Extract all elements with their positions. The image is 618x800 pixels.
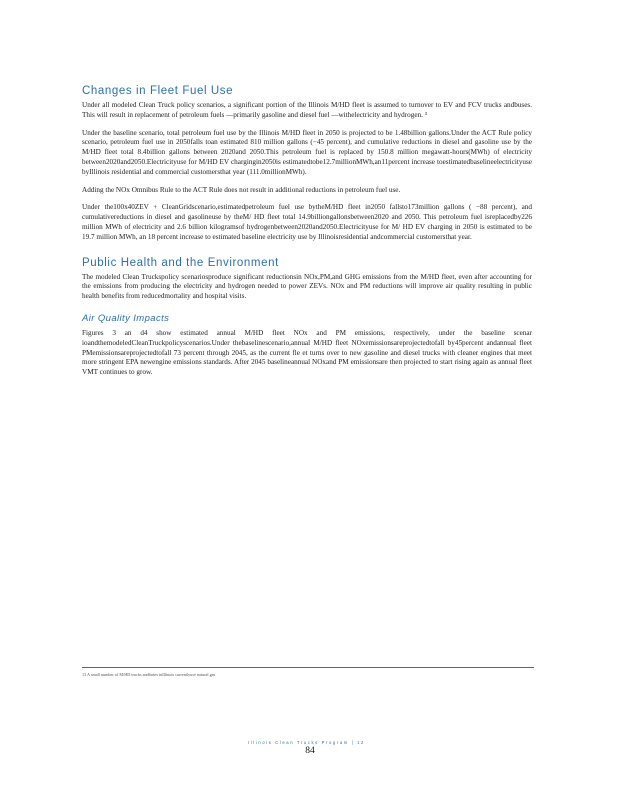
page-number: 84	[305, 746, 315, 756]
paragraph-nox-omnibus: Adding the NOx Omnibus Rule to the ACT Rule does not result in additional reductions in petroleum fuel use.	[82, 185, 401, 194]
paragraph-fleet-turnover: Under all modeled Clean Truck policy scenarios, a significant portion of the Illinois M/HD fleet is assumed to turnover to EV and FCV trucks andbuses. This will result in replacement of petroleum fuels —primarily gasoline and diesel fuel —withelectricity and hydrogen. ³	[82, 101, 532, 119]
section-heading-fleet-fuel-use: Changes in Fleet Fuel Use	[82, 85, 234, 97]
paragraph-baseline-scenario: Under the baseline scenario, total petroleum fuel use by the Illinois M/HD fleet in 2050 is projected to be 1.48billion gallons.Under the ACT Rule policy scenario, petroleum fuel use in 2050falls toan estimated 810 million gallons (−45 percent), and cumulative reductions in diesel and gasoline use by the M/HD fleet total 8.4billion gallons between 2020and 2050.This petroleum fuel is replaced by 150.8 million megawatt-hours(MWh) of electricity between2020and2050.Electricityuse for M/HD EV chargingin2050is estimatedtobe12.7millionMWh,an11percent increase toestimatedbaselineelectricityuse byIllinois residential and commercial customersthat year (111.0millionMWh).	[82, 128, 532, 176]
paragraph-air-quality-figures: Figures 3 an d4 show estimated annual M/HD fleet NOx and PM emissions, respectively, under the baseline scenar ioandthemodeledCleanTruckpolicyscenarios.Under thebaselinescenario,annual M/HD fleet NOxemissionsareprojectedtofall by45percent andannual fleet PMemissionsareprojectedtofall 73 percent through 2045, as the current fle et turns over to new gasoline and diesel trucks with cleaner engines that meet more stringent EPA newengine emissions standards. After 2045 baselineannual NOxand PM emissionsare then projected to start rising again as annual fleet VMT continues to grow.	[82, 328, 532, 377]
paragraph-emission-reductions: The modeled Clean Truckspolicy scenariosproduce significant reductionsin NOx,PM,and GHG emissions from the M/HD fleet, even after accounting for the emissions from producing the electricity and hydrogen needed to power ZEVs. NOx and PM reductions will improve air quality resulting in public health benefits from reducedmortality and hospital visits.	[82, 272, 532, 301]
section-heading-public-health: Public Health and the Environment	[82, 256, 279, 269]
running-footer: Illinois Clean Trucks Program | 12	[248, 740, 365, 745]
paragraph-100x40-scenario: Under the100x40ZEV + CleanGridscenario,estimatedpetroleum fuel use bytheM/HD fleet in2050 fallsto173million gallons ( −88 percent), and cumulativereductions in diesel and gasolineuse by theM/ HD fleet total 14.9billiongallonsbetween2020 and 2050. This petroleum fuel isreplacedby226 million MWh of electricity and 2.6 billion kilogramsof hydrogenbetween2020and2050.Electricityuse for M/ HD EV charging in 2050 is estimated to be 19.7 million MWh, an 18 percent increase to estimated baseline electricity use by Illinoisresidential andcommercial customersthat year.	[82, 203, 532, 241]
document-page	[82, 80, 532, 386]
footnote-divider	[82, 667, 534, 668]
footnote: 13 A small number of M/HD trucks andbuses inIllinois currentlyuse natural gas	[82, 672, 216, 677]
subsection-heading-air-quality: Air Quality Impacts	[82, 312, 170, 324]
